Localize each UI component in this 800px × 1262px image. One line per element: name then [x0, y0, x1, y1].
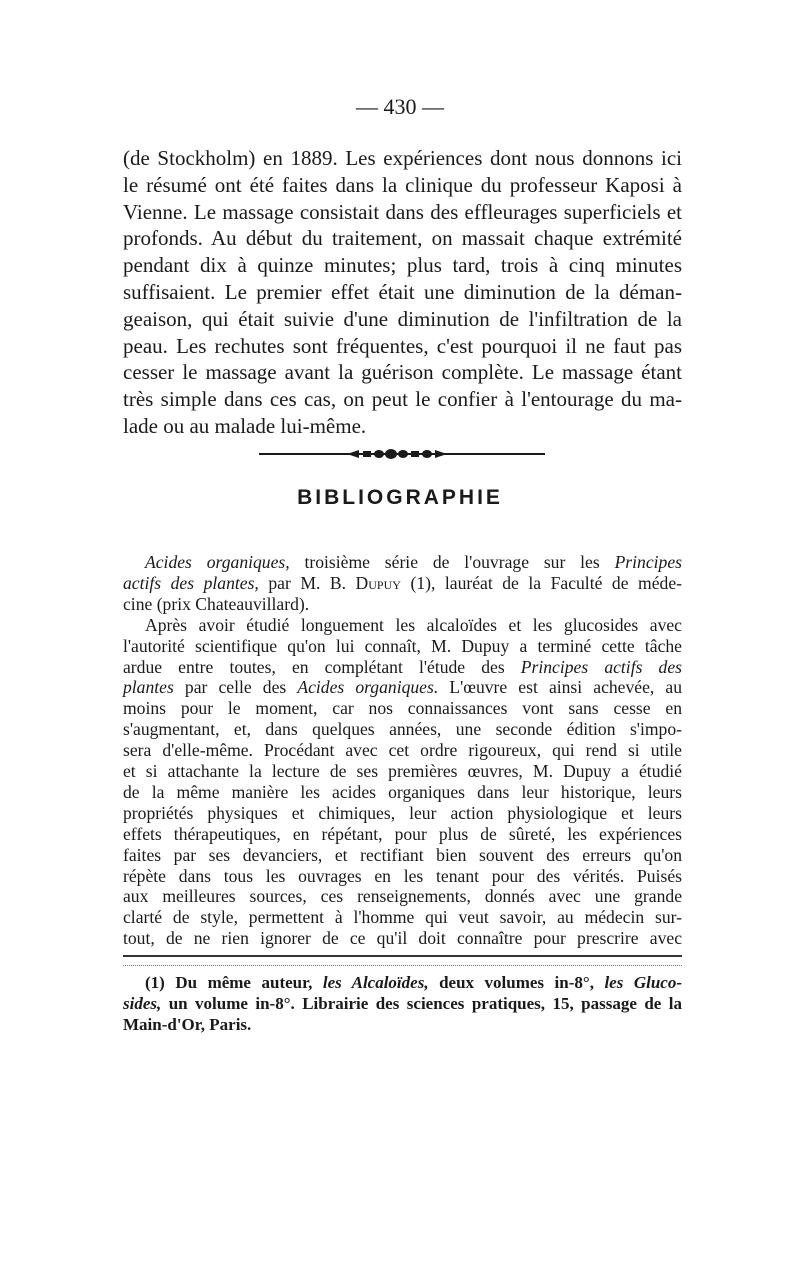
biblio-line — [123, 760, 682, 780]
biblio-italic: actifs des plantes, — [123, 572, 259, 593]
biblio-text: tout, de ne rien ignorer de ce qu'il doit connaître pour prescrire avec — [123, 928, 682, 949]
biblio-text: effets thérapeutiques, en répétant, pour plus de sûreté, les expériences — [123, 823, 682, 844]
biblio-line — [123, 614, 682, 634]
footnote-rule — [123, 955, 682, 957]
author-name: Dupuy — [355, 572, 401, 593]
footnote-text: deux volumes in-8°, — [428, 973, 605, 992]
biblio-line — [123, 823, 682, 843]
footnote-italic: les Gluco- — [604, 973, 683, 992]
biblio-line — [123, 781, 682, 801]
biblio-line — [123, 676, 682, 696]
section-heading: BIBLIOGRAPHIE — [297, 486, 503, 509]
biblio-line — [123, 885, 682, 905]
footnote-italic: les Alcaloïdes, — [322, 973, 429, 992]
biblio-line — [123, 844, 682, 864]
biblio-text: moins pour le moment, car nos connaissances vont sans cesse en — [123, 698, 682, 719]
work-title: Acides organiques, — [145, 552, 290, 572]
biblio-line — [123, 656, 682, 676]
biblio-text: L'œuvre est ainsi achevée, au — [438, 677, 682, 698]
text-line: profonds. Au début du traitement, on massait chaque extrémité — [123, 226, 682, 251]
biblio-text: ardue entre toutes, en complétant l'étude des — [123, 656, 521, 677]
ornament-icon — [259, 447, 545, 461]
biblio-text: aux meilleures sources, ces renseignements, donnés avec une grande — [123, 886, 682, 907]
biblio-line — [123, 593, 682, 613]
biblio-line — [123, 551, 682, 571]
biblio-line — [123, 718, 682, 738]
bibliography-entry — [123, 551, 682, 948]
biblio-italic: Principes actifs des — [520, 656, 682, 677]
text-line: pendant dix à quinze minutes; plus tard, trois à cinq minutes — [123, 253, 682, 278]
biblio-line — [123, 697, 682, 717]
footnote-text: Main-d'Or, Paris. — [123, 1015, 252, 1034]
biblio-italic: Acides organiques. — [297, 677, 439, 698]
biblio-text: clarté de style, permettent à l'homme qui veut savoir, au médecin sur- — [123, 907, 682, 928]
text-line: le résumé ont été faites dans la clinique du professeur Kaposi à — [123, 172, 682, 197]
biblio-line — [123, 802, 682, 822]
biblio-text: (1), lauréat de la Faculté de méde- — [400, 572, 682, 593]
biblio-italic: plantes — [123, 677, 174, 698]
page-number: — 430 — — [356, 94, 444, 119]
text-line: très simple dans ces cas, on peut le confier à l'entourage du ma- — [123, 387, 682, 412]
biblio-text: faites par ses devanciers, et rectifiant bien souvent des erreurs qu'on — [123, 844, 682, 865]
biblio-text: et si attachante la lecture de ses premières œuvres, M. Dupuy a étudié — [123, 761, 682, 781]
text-line: geaison, qui était suivie d'une diminution de l'infiltration de la — [123, 306, 682, 331]
footnote-line — [123, 1014, 682, 1034]
footnote-text: (1) Du même auteur, — [145, 973, 323, 992]
biblio-line — [123, 572, 682, 592]
biblio-text: de la même manière les acides organiques dans leur historique, leurs — [123, 781, 682, 802]
biblio-text: sera d'elle-même. Procédant avec cet ordre rigoureux, qui rend si utile — [123, 740, 682, 761]
biblio-text: troisième série de l'ouvrage sur les — [289, 552, 615, 572]
biblio-text: répète dans tous les ouvrages en les tenant pour des vérités. Puisés — [123, 865, 682, 886]
text-line: cesser le massage avant la guérison complète. Le massage étant — [123, 360, 682, 385]
footnote-text: un volume in-8°. Librairie des sciences pratiques, 15, passage de la — [161, 994, 682, 1013]
biblio-line — [123, 635, 682, 655]
biblio-text: cine (prix Chateauvillard). — [123, 593, 310, 614]
text-line: suffisaient. Le premier effet était une diminution de la déman- — [123, 280, 682, 304]
biblio-text: l'autorité scientifique qu'on lui connaît, M. Dupuy a terminé cette tâche — [123, 635, 682, 656]
biblio-line — [123, 739, 682, 759]
biblio-italic: Principes — [614, 552, 682, 572]
biblio-text: par M. B. — [258, 572, 356, 593]
biblio-text: par celle des — [173, 677, 298, 698]
biblio-text: s'augmentant, et, dans quelques années, une seconde édition s'impo- — [123, 719, 682, 740]
footnote-line — [123, 972, 682, 992]
section-divider-ornament — [259, 447, 545, 461]
footnote-line — [123, 993, 682, 1013]
text-line: (de Stockholm) en 1889. Les expériences dont nous donnons ici — [123, 146, 682, 170]
biblio-line — [123, 906, 682, 926]
text-line: Vienne. Le massage consistait dans des effleurages superficiels et — [123, 199, 682, 224]
biblio-line — [123, 927, 682, 947]
biblio-text: propriétés physiques et chimiques, leur action physiologique et leurs — [123, 802, 682, 823]
text-line: peau. Les rechutes sont fréquentes, c'est pourquoi il ne faut pas — [123, 333, 682, 358]
footnote-italic: sides, — [123, 994, 162, 1013]
biblio-text: Après avoir étudié longuement les alcaloïdes et les glucosides avec — [145, 614, 682, 635]
footnote-rule-dotted — [123, 965, 682, 966]
text-line: lade ou au malade lui-même. — [123, 414, 367, 438]
biblio-line — [123, 865, 682, 885]
